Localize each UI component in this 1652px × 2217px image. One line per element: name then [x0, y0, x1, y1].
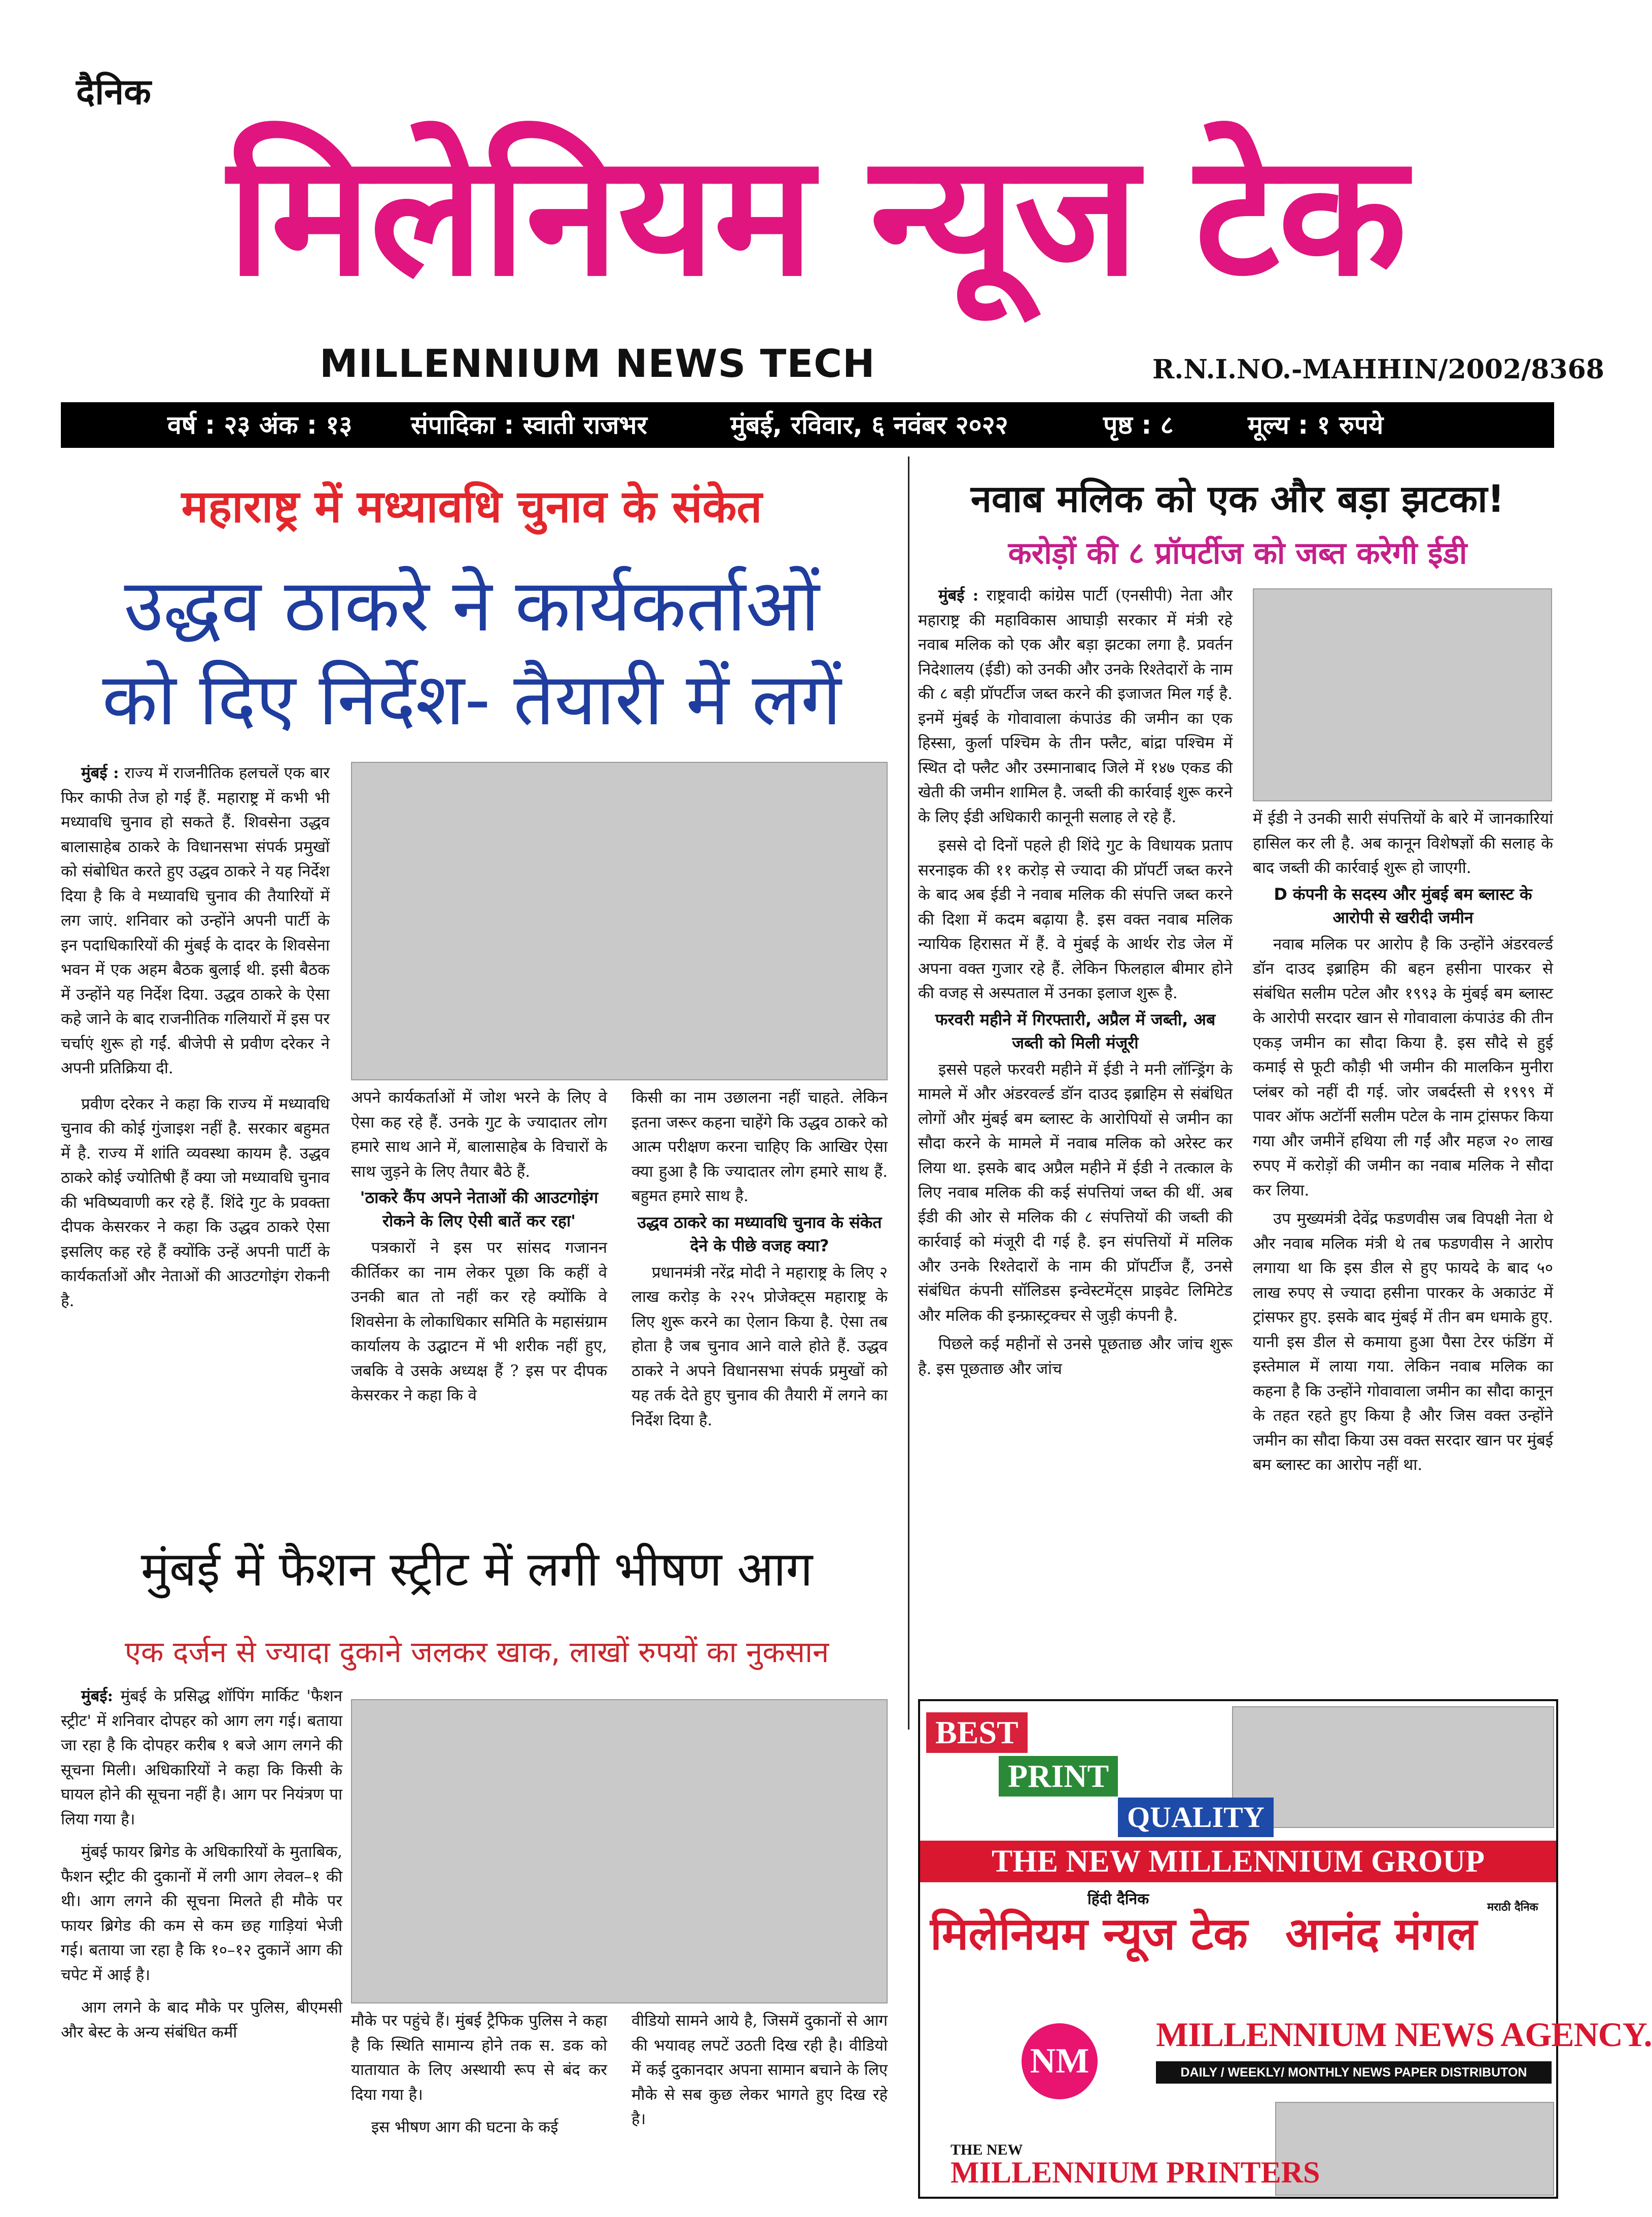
- ad-paper1-name: मिलेनियम न्यूज टेक: [930, 1908, 1248, 1960]
- story3-column3: [631, 2009, 888, 2201]
- story3-paragraph: वीडियो सामने आये है, जिसमें दुकानों से आग की भयावह लपटें उठती दिख रही है। वीडियो में कई दुकानदार अपना सामान बचाने के लिए मौके से सब कुछ लेकर भागते हुए दिख रहे है।: [631, 2012, 888, 2128]
- ad-logo: [1022, 2023, 1098, 2099]
- story2-paragraph: उप मुख्यमंत्री देवेंद्र फडणवीस जब विपक्षी नेता थे और नवाब मलिक मंत्री थे तब फडणवीस ने आरोप लगाया था कि इस डील से हुए फायदे के बाद ५० लाख रुपए से ज्यादा हसीना पारकर के अकाउंट में ट्रांसफर हुए. इसके बाद मुंबई में तीन बम धमाके हुए. यानी इस डील से कमाया हुआ पैसा टेरर फंडिंग में इस्तेमाल में लाया गया. लेकिन नवाब मलिक का कहना है कि उन्होंने गोवावाला जमीन का सौदा कानून के तहत रहते हुए किया है और जिस वक्त उन्होंने जमीन का सौदा किया उस वक्त सरदार खान पर मुंबई बम ब्लास्ट का आरोप नहीं था.: [1253, 1210, 1553, 1474]
- story1-headline-line2: को दिए निर्देश- तैयारी में लगें: [102, 658, 841, 742]
- column-divider: [908, 456, 909, 1730]
- masthead-prefix: दैनिक: [76, 71, 151, 113]
- rni-number: R.N.I.NO.-MAHHIN/2002/8368: [1152, 354, 1604, 385]
- story2-paragraph: पिछले कई महीनों से उनसे पूछताछ और जांच शुरू है. इस पूछताछ और जांच: [918, 1335, 1233, 1378]
- story1-subheading: उद्धव ठाकरे का मध्यावधि चुनाव के संकेत देने के पीछे वजह क्या?: [637, 1212, 882, 1255]
- story1-column3: [631, 1085, 888, 1542]
- masthead-title-english: MILLENNIUM NEWS TECH: [320, 341, 875, 386]
- advertisement-box: [918, 1699, 1652, 2199]
- story1-paragraph: अपने कार्यकर्ताओं में जोश भरने के लिए वे ऐसा कह रहे हैं. उनके गुट के ज्यादातर लोग हमारे साथ आने में, बालासाहेब के विचारों के साथ जुड़ने के लिए तैयार बैठे हैं.: [351, 1088, 607, 1181]
- dateline: मुंबई :: [81, 764, 119, 782]
- ad-quality-label: QUALITY: [1118, 1798, 1274, 1837]
- story3-paragraph: आग लगने के बाद मौके पर पुलिस, बीएमसी और बेस्ट के अन्य संबंधित कर्मी: [61, 1998, 342, 2042]
- ad-print-label: PRINT: [999, 1756, 1118, 1797]
- story2-paragraph: नवाब मलिक पर आरोप है कि उन्होंने अंडरवर्ल्ड डॉन दाउद इब्राहिम की बहन हसीना पारकर से संबंधित सलीम पटेल और १९९३ के मुंबई बम ब्लास्ट के आरोपी सरदार खान से गोवावाला कंपाउंड की तीन एकड़ जमीन का सौदा किया है. इस सौदे से हुई कमाई से फूटी कौड़ी भी जमीन की मालकिन मुनीरा प्लंबर को नहीं दी गई. जोर जबर्दस्ती से १९९९ में पावर ऑफ अटॉर्नी सलीम पटेल के नाम ट्रांसफर किया गया और जमीनें हथिया ली गईं और महज २० लाख रुपए में करोड़ों की जमीन का नवाब मलिक ने सौदा कर लिया.: [1253, 935, 1553, 1200]
- ad-hindi-daily-label: हिंदी दैनिक: [1087, 1890, 1149, 1908]
- page-count: पृष्ठ : ८: [1103, 410, 1174, 440]
- ad-paper2-name: आनंद मंगल: [1285, 1908, 1477, 1960]
- story3-column2: [351, 2009, 607, 2201]
- story3-column1: [61, 1684, 342, 2191]
- ad-agency-tagline: DAILY / WEEKLY/ MONTHLY NEWS PAPER DISTRIBUTON: [1156, 2061, 1552, 2084]
- ad-best-label: BEST: [926, 1712, 1028, 1753]
- story1-paragraph: प्रवीण दरेकर ने कहा कि राज्य में मध्यावधि चुनाव की कोई गुंजाइश नहीं है. सरकार बहुमत में है. राज्य में शांति व्यवस्था कायम है. उद्धव ठाकरे कोई ज्योतिषी हैं क्या जो मध्यावधि चुनाव की भविष्यवाणी कर रहे हैं. शिंदे गुट के प्रवक्ता दीपक केसरकर ने कहा कि उद्धव ठाकरे ऐसा इसलिए कह रहे हैं क्योंकि उन्हें अपनी पार्टी के कार्यकर्ताओं और नेताओं की आउटगोइंग रोकनी है.: [61, 1095, 330, 1310]
- story3-subhead: एक दर्जन से ज्यादा दुकाने जलकर खाक, लाखों रुपयों का नुकसान: [124, 1635, 829, 1669]
- story3-paragraph: इस भीषण आग की घटना के कई: [371, 2118, 558, 2136]
- nawab-malik-photo: [1253, 588, 1552, 801]
- story2-paragraph: में ईडी ने उनकी सारी संपत्तियों के बारे में जानकारियां हासिल कर ली है. अब कानून विशेषज्ञों की सलाह के बाद जब्ती की कार्रवाई शुरू हो जाएगी.: [1253, 810, 1553, 877]
- ad-group-banner: THE NEW MILLENNIUM GROUP: [920, 1841, 1556, 1882]
- ad-logo-letters: NM: [1030, 2042, 1089, 2081]
- dateline: मुंबई :: [938, 586, 979, 605]
- masthead-title-hindi: मिलेनियम न्यूज टेक: [227, 118, 1406, 313]
- story2-headline: नवाब मलिक को एक और बड़ा झटका!: [970, 477, 1505, 521]
- editor-name: संपादिका : स्वाती राजभर: [411, 410, 647, 440]
- story3-headline: मुंबई में फैशन स्ट्रीट में लगी भीषण आग: [140, 1542, 813, 1597]
- story2-column2: [1253, 806, 1553, 1699]
- story1-paragraph: किसी का नाम उछालना नहीं चाहते. लेकिन इतना जरूर कहना चाहेंगे कि उद्धव ठाकरे को आत्म परीक्षण करना चाहिए कि आखिर ऐसा क्या हुआ है कि ज्यादातर लोग हमारे साथ हैं. बहुमत हमारे साथ है.: [631, 1088, 888, 1205]
- story2-column1: [918, 583, 1233, 1694]
- story1-paragraph: प्रधानमंत्री नरेंद्र मोदी ने महाराष्ट्र के लिए २ लाख करोड़ के २२५ प्रोजेक्ट्स महाराष्ट्र के लिए शुरू करने का ऐलान किया है. ऐसा तब होता है जब चुनाव आने वाले होते हैं. उद्धव ठाकरे ने अपने विधानसभा संपर्क प्रमुखों को यह तर्क देते हुए चुनाव की तैयारी में लगने का निर्देश दिया है.: [631, 1263, 888, 1429]
- story2-paragraph: इससे दो दिनों पहले ही शिंदे गुट के विधायक प्रताप सरनाइक की ११ करोड़ से ज्यादा की प्रॉपर्टी जब्त करने के बाद अब ईडी ने नवाब मलिक की संपत्ति जब्त करने की दिशा में कदम बढ़ाया है. इस वक्त नवाब मलिक न्यायिक हिरासत में हैं. वे मुंबई के आर्थर रोड जेल में अपना वक्त गुजार रहे हैं. लेकिन फिलहाल बीमार होने की वजह से अस्पताल में उनका इलाज शुरू है.: [918, 836, 1233, 1002]
- story2-subheading: D कंपनी के सदस्य और मुंबई बम ब्लास्ट के आरोपी से खरीदी जमीन: [1274, 884, 1532, 927]
- ad-agency-name: MILLENNIUM NEWS AGENCY.: [1156, 2015, 1652, 2054]
- ad-printing-press-image: [1232, 1706, 1554, 1828]
- story3-paragraph: मुंबई फायर ब्रिगेड के अधिकारियों के मुताबिक, फैशन स्ट्रीट की दुकानों में लगी आग लेवल–१ की थी। आग लगने की सूचना मिलते ही मौके पर फायर ब्रिगेड की कम से कम छह गाड़ियां भेजी गई। बताया जा रहा है कि १०–१२ दुकानें आग की चपेट में आई है।: [61, 1843, 342, 1984]
- fashion-street-fire-photo: [351, 1699, 888, 2003]
- uddhav-thackeray-speech-photo: [351, 762, 888, 1080]
- story2-paragraph: राष्ट्रवादी कांग्रेस पार्टी (एनसीपी) नेता और महाराष्ट्र की महाविकास आघाड़ी सरकार में मंत्री रहे नवाब मलिक को एक और बड़ा झटका लगा है. प्रवर्तन निदेशालय (ईडी) को उनकी और उनके रिश्तेदारों के नाम की ८ बड़ी प्रॉपर्टीज जब्त करने की इजाजत मिल गई है. इनमें मुंबई के गोवावाला कंपाउंड की जमीन का एक हिस्सा, कुर्ला पश्चिम के तीन फ्लैट, बांद्रा पश्चिम में स्थित दो फ्लैट और उस्मानाबाद जिले में १४७ एकड की खेती की जमीन शामिल है. जब्ती की कार्रवाई शुरू करने के लिए ईडी अधिकारी कानूनी सलाह ले रहे हैं.: [918, 586, 1233, 826]
- price: मूल्य : १ रुपये: [1248, 410, 1384, 440]
- ad-printers-name: MILLENNIUM PRINTERS: [951, 2156, 1320, 2189]
- story1-kicker: महाराष्ट्र में मध्यावधि चुनाव के संकेत: [181, 480, 762, 533]
- info-bar: [61, 402, 1554, 448]
- place-date: मुंबई, रविवार, ६ नवंबर २०२२: [730, 410, 1008, 440]
- story1-subheading: 'ठाकरे कैंप अपने नेताओं की आउटगोइंग रोकने के लिए ऐसी बातें कर रहा': [360, 1188, 599, 1230]
- story1-column1: [61, 761, 330, 1542]
- story3-paragraph: मुंबई के प्रसिद्ध शॉपिंग मार्किट 'फैशन स्ट्रीट' में शनिवार दोपहर को आग लग गई। बताया जा रहा है कि दोपहर करीब १ बजे आग लगने की सूचना मिली। अधिकारियों ने कहा कि किसी के घायल होने की सूचना नहीं है। आग पर नियंत्रण पा लिया गया है।: [61, 1687, 342, 1828]
- story1-paragraph: राज्य में राजनीतिक हलचलें एक बार फिर काफी तेज हो गई हैं. महाराष्ट्र में कभी भी मध्यावधि चुनाव हो सकते हैं. शिवसेना उद्धव बालासाहेब ठाकरे के विधानसभा संपर्क प्रमुखों को संबोधित करते हुए उद्धव ठाकरे ने यह निर्देश दिया है कि वे मध्यावधि चुनाव की तैयारियों में लग जाएं. शनिवार को उन्होंने अपनी पार्टी के इन पदाधिकारियों की मुंबई के दादर के शिवसेना भवन में एक अहम बैठक बुलाई थी. इसी बैठक में उन्होंने यह निर्देश दिया. उद्धव ठाकरे के ऐसा कहे जाने के बाद राजनीतिक गलियारों में इस पर चर्चाएं शुरू हो गईं. बीजेपी से प्रवीण दरेकर ने अपनी प्रतिक्रिया दी.: [61, 764, 330, 1077]
- ad-marathi-daily-label: मराठी दैनिक: [1487, 1901, 1538, 1914]
- ad-the-new-label: THE NEW: [951, 2141, 1023, 2158]
- story2-subheading: फरवरी महीने में गिरफ्तारी, अप्रैल में जब्ती, अब जब्ती को मिली मंजूरी: [935, 1009, 1216, 1052]
- issue-number: वर्ष : २३ अंक : १३: [167, 410, 353, 440]
- story1-paragraph: पत्रकारों ने इस पर सांसद गजानन कीर्तिकर का नाम लेकर पूछा कि कहीं वे उनकी बात तो नहीं कर रहे क्योंकि वे शिवसेना के लोकाधिकार समिति के महासंग्राम कार्यालय के उद्घाटन में भी शरीक नहीं हुए, जबकि वे उसके अध्यक्ष हैं ? इस पर दीपक केसरकर ने कहा कि वे: [351, 1239, 607, 1404]
- story2-subhead: करोड़ों की ८ प्रॉपर्टीज को जब्त करेगी ईडी: [1008, 536, 1467, 571]
- story1-column2: [351, 1085, 607, 1542]
- story3-paragraph: मौके पर पहुंचे हैं। मुंबई ट्रैफिक पुलिस ने कहा है कि स्थिति सामान्य होने तक स. डक को यातायात के लिए अस्थायी रूप से बंद कर दिया गया है।: [351, 2012, 607, 2104]
- story1-headline-line1: उद्धव ठाकरे ने कार्यकर्ताओं: [124, 564, 820, 648]
- story2-paragraph: इससे पहले फरवरी महीने में ईडी ने मनी लॉन्ड्रिंग के मामले में और अंडरवर्ल्ड डॉन दाउद इब्राहिम से संबंधित लोगों और मुंबई बम ब्लास्ट के आरोपियों से जमीन का सौदा करने के मामले में नवाब मलिक को अरेस्ट कर लिया था. इसके बाद अप्रैल महीने में ईडी ने तत्काल के लिए नवाब मलिक की कई संपत्तियां जब्त की थीं. अब ईडी की ओर से मलिक की ८ संपत्तियों की जब्ती की कार्रवाई को मंजूरी दी गई है. इन संपत्तियों में मलिक और उनके रिश्तेदारों के नाम की प्रॉपर्टीज हैं, उनसे संबंधित कंपनी सॉलिडस इन्वेस्टमेंट्स प्राइवेट लिमिटेड और मलिक की इन्फ्रास्ट्रक्चर से जुड़ी कंपनी है.: [918, 1060, 1233, 1325]
- dateline: मुंबई:: [81, 1687, 113, 1705]
